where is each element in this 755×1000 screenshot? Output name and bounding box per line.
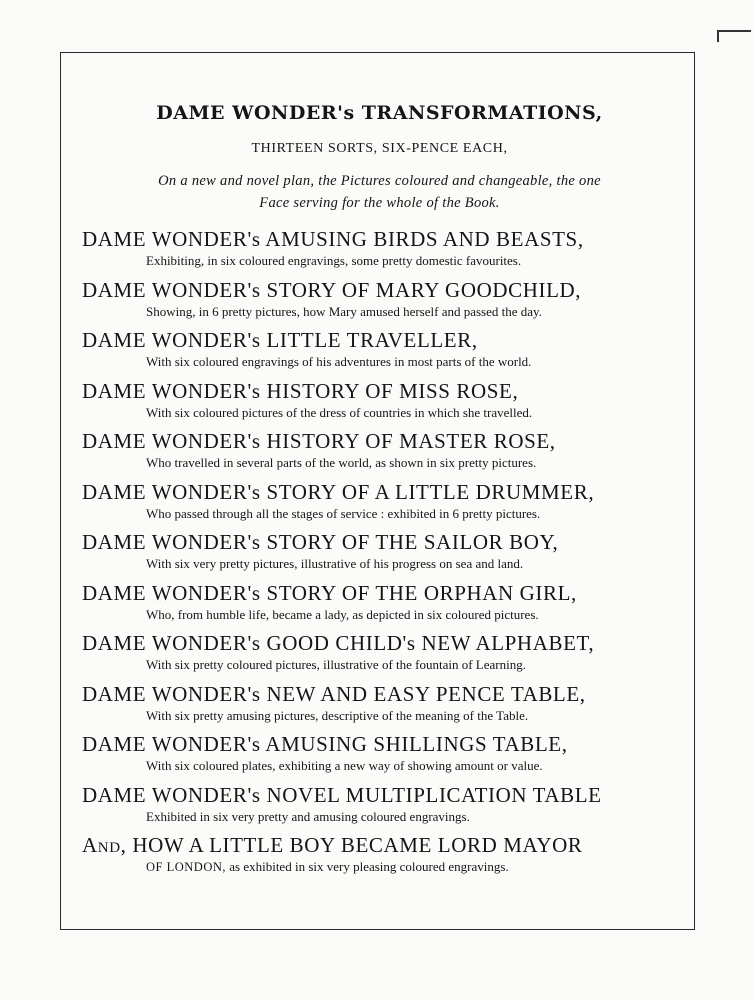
book-description: Exhibited in six very pretty and amusing coloured engravings.: [146, 808, 470, 824]
final-book-description: [82, 858, 677, 876]
tagline-line-1: On a new and novel plan, the Pictures coloured and changeable, the one: [158, 173, 601, 189]
book-description: Who travelled in several parts of the world, as shown in six pretty pictures.: [146, 455, 537, 470]
book-entry: [82, 682, 677, 724]
book-description: With six very pretty pictures, illustrative of his progress on sea and land.: [146, 556, 524, 571]
london-label: OF LONDON,: [146, 860, 226, 874]
book-list: [82, 227, 677, 876]
book-entry: [82, 581, 677, 623]
final-book-title-text: HOW A LITTLE BOY BECAME LORD MAYOR: [132, 833, 583, 857]
final-book-title: [82, 833, 677, 858]
book-title: DAME WONDER's STORY OF THE ORPHAN GIRL,: [82, 580, 577, 605]
book-description: With six coloured pictures of the dress of countries in which she travelled.: [146, 404, 533, 420]
final-book-desc-text: as exhibited in six very pleasing coloured engravings.: [229, 859, 509, 874]
book-description: With six coloured engravings of his adventures in most parts of the world.: [146, 354, 532, 369]
book-entry: [82, 278, 677, 320]
corner-mark: [717, 30, 751, 46]
book-description: With six pretty coloured pictures, illustrative of the fountain of Learning.: [146, 657, 526, 672]
tagline: [82, 170, 677, 214]
page-subtitle: THIRTEEN SORTS, SIX-PENCE EACH,: [251, 141, 508, 156]
book-entry: [82, 379, 677, 421]
book-title: DAME WONDER's NEW AND EASY PENCE TABLE,: [82, 681, 586, 706]
book-title: DAME WONDER's LITTLE TRAVELLER,: [82, 328, 478, 352]
book-description: Who passed through all the stages of service : exhibited in 6 pretty pictures.: [146, 505, 541, 521]
book-entry: [82, 631, 677, 673]
book-entry: [82, 530, 677, 572]
book-entry: [82, 429, 677, 471]
page-title: DAME WONDER's TRANSFORMATIONS,: [156, 102, 603, 124]
book-title: DAME WONDER's AMUSING SHILLINGS TABLE,: [82, 732, 568, 756]
tagline-line-2: Face serving for the whole of the Book.: [259, 195, 500, 211]
book-entry: [82, 328, 677, 370]
book-title: DAME WONDER's NOVEL MULTIPLICATION TABLE: [82, 782, 602, 807]
book-description: Exhibiting, in six coloured engravings, some pretty domestic favourites.: [146, 253, 522, 268]
book-title: DAME WONDER's HISTORY OF MASTER ROSE,: [82, 429, 556, 453]
book-entry: [82, 480, 677, 522]
book-entry: [82, 227, 677, 269]
book-entry: [82, 783, 677, 825]
advertisement-page: [60, 52, 695, 930]
book-description: Who, from humble life, became a lady, as depicted in six coloured pictures.: [146, 606, 539, 622]
book-title: DAME WONDER's STORY OF MARY GOODCHILD,: [82, 277, 582, 302]
book-description: With six pretty amusing pictures, descriptive of the meaning of the Table.: [146, 707, 529, 723]
book-description: With six coloured plates, exhibiting a new way of showing amount or value.: [146, 758, 543, 773]
book-title: DAME WONDER's STORY OF A LITTLE DRUMMER,: [82, 479, 595, 504]
book-entry: [82, 732, 677, 774]
book-title: DAME WONDER's STORY OF THE SAILOR BOY,: [82, 530, 559, 554]
book-title: DAME WONDER's AMUSING BIRDS AND BEASTS,: [82, 227, 584, 251]
and-label: And,: [82, 833, 127, 857]
book-entry-final: [82, 833, 677, 876]
book-title: DAME WONDER's HISTORY OF MISS ROSE,: [82, 378, 519, 403]
book-title: DAME WONDER's GOOD CHILD's NEW ALPHABET,: [82, 631, 595, 655]
book-description: Showing, in 6 pretty pictures, how Mary amused herself and passed the day.: [146, 303, 542, 319]
